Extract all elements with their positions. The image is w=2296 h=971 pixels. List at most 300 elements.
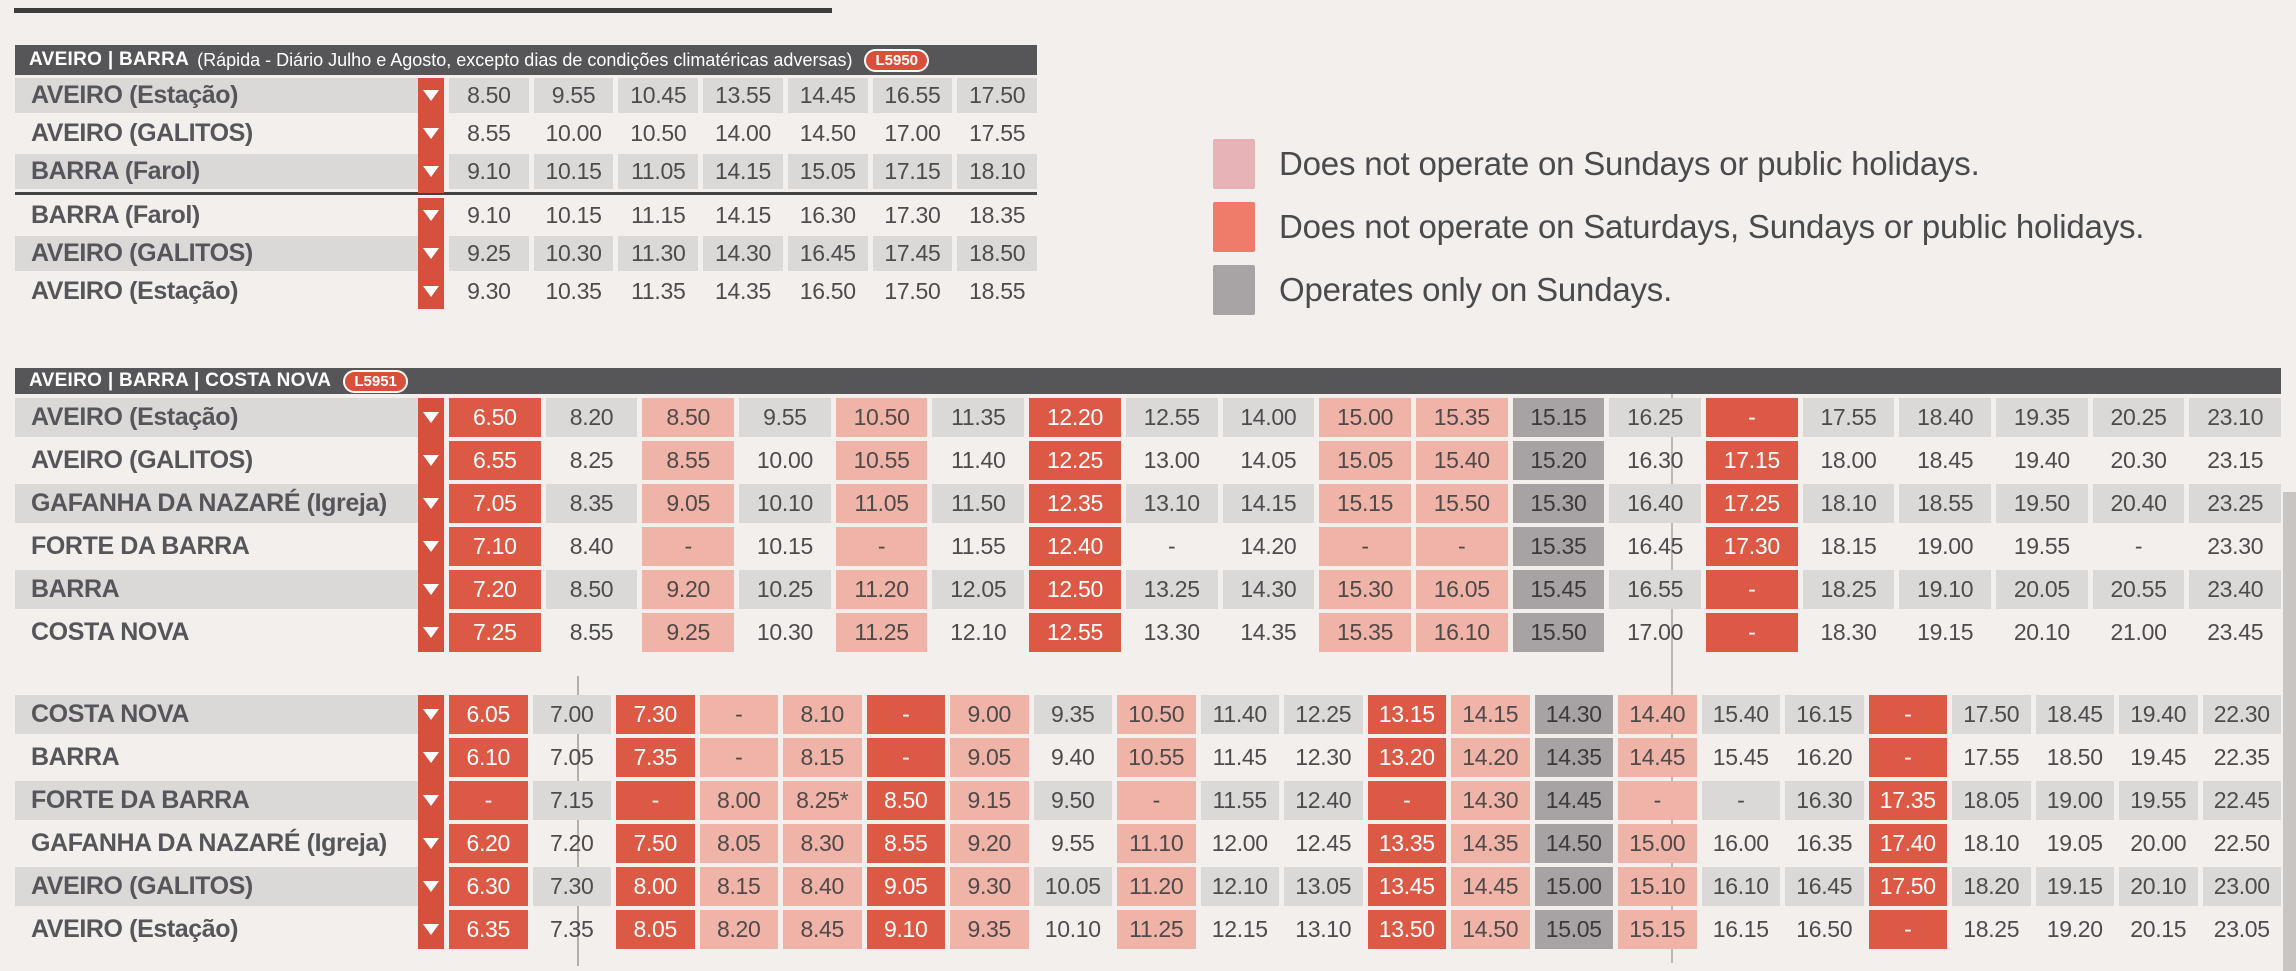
time-cell: 14.05 [1240,447,1297,473]
time-cell: 11.40 [1201,695,1280,734]
time-cell: 18.35 [969,202,1026,228]
time-cell: - [1167,533,1176,559]
time-cell: 8.55 [569,619,614,645]
time-cell: 14.15 [703,154,783,189]
stop-cell [15,154,444,189]
time-cell: 15.35 [1416,398,1508,437]
time-cell: 9.55 [534,78,614,113]
legend-label: Does not operate on Saturdays, Sundays or public holidays. [1279,208,2145,245]
time-cell: 6.55 [449,441,541,480]
time-cell: 18.00 [1820,447,1877,473]
time-cell: 16.10 [1702,867,1781,906]
time-cell: 11.30 [618,236,698,271]
time-cell: - [1416,527,1508,566]
time-cell: 13.35 [1368,824,1447,863]
time-cell: 10.55 [1117,738,1196,777]
time-cell: 15.40 [1416,441,1508,480]
time-cell: - [1869,695,1948,734]
time-cell: - [1319,527,1411,566]
time-cell: 8.20 [700,910,779,949]
time-cell: 15.05 [1319,441,1411,480]
time-cell: 9.55 [1050,830,1095,856]
time-cell: 8.15 [700,867,779,906]
time-cell: 15.30 [1319,570,1411,609]
direction-divider [15,192,1037,195]
time-cell: 12.05 [932,570,1024,609]
time-cell: 14.50 [1535,824,1614,863]
time-cell: 14.50 [1451,910,1530,949]
time-cell: 9.55 [739,398,831,437]
timetable-rows [15,398,2281,652]
timetable-l5951-outbound [15,368,2281,652]
time-cell: 12.00 [1211,830,1268,856]
time-cell: 22.35 [2213,744,2270,770]
stop-name: AVEIRO (Estação) [31,277,239,305]
time-cell: 10.50 [630,120,687,146]
time-cell: 8.05 [616,910,695,949]
route-note: (Rápida - Diário Julho e Agosto, excepto dias de condições climatéricas adversas) [197,49,853,70]
legend [1213,139,2144,328]
time-cell: - [867,738,946,777]
timetable-row [15,695,2281,734]
time-cell: 16.15 [1712,916,1769,942]
time-cell: 15.45 [1513,570,1605,609]
time-cell: 11.35 [631,278,686,304]
timetable-row [15,398,2281,437]
time-cell: 19.50 [1996,484,2088,523]
time-cell: 18.10 [957,154,1037,189]
time-cell: 11.05 [618,154,698,189]
time-cell: 8.40 [783,867,862,906]
legend-swatch-gray [1213,265,1255,315]
time-cell: 20.55 [2093,570,2185,609]
time-cell: 12.10 [950,619,1007,645]
time-cell: 14.30 [703,236,783,271]
time-cell: 18.10 [1963,830,2020,856]
down-triangle-glyph [423,210,439,221]
time-cell: 11.55 [951,533,1006,559]
time-cell: 14.30 [1535,695,1614,734]
scan-artifact-line [14,8,832,13]
time-cell: 8.55 [467,120,511,146]
stop-name: AVEIRO (GALITOS) [31,446,253,474]
time-cell: 18.55 [1899,484,1991,523]
time-cell: 22.30 [2203,695,2282,734]
time-cell: 20.30 [2110,447,2167,473]
time-cell: 23.45 [2207,619,2264,645]
table-header-band [15,45,1037,75]
time-cell: - [1706,570,1798,609]
time-cell: 13.55 [703,78,783,113]
time-cell: 7.35 [549,916,594,942]
down-triangle-glyph [423,709,439,720]
timetable-row [15,781,2281,820]
legend-label: Operates only on Sundays. [1279,271,1673,308]
time-cell: 17.50 [1952,695,2031,734]
time-cell: 14.20 [1240,533,1297,559]
time-cell: 12.25 [1284,695,1363,734]
time-cell: 11.25 [1117,910,1196,949]
route-title: AVEIRO | BARRA [29,49,190,70]
timetable-row [15,738,2281,777]
stop-cell [15,738,444,777]
time-cell: 9.50 [1034,781,1113,820]
time-cell: 17.50 [884,278,941,304]
time-cell: 17.35 [1869,781,1948,820]
stop-cell [15,116,444,151]
time-cell: - [2134,533,2143,559]
time-cell: 17.30 [884,202,941,228]
time-cell: 6.50 [449,398,541,437]
time-cell: 11.50 [932,484,1024,523]
timetable-row [15,274,1037,309]
time-cell: 7.05 [549,744,594,770]
time-cell: 12.40 [1029,527,1121,566]
stop-name: BARRA [15,570,418,609]
time-cell: 9.25 [642,613,734,652]
stop-cell [15,910,444,949]
time-cell: 16.45 [1785,867,1864,906]
time-cell: 23.40 [2189,570,2281,609]
time-cell: 12.30 [1295,744,1352,770]
time-cell: - [449,781,528,820]
time-cell: 16.00 [1712,830,1769,856]
time-cell: 10.00 [545,120,602,146]
time-cell: 11.20 [836,570,928,609]
time-cell: 16.55 [873,78,953,113]
timetable-row [15,867,2281,906]
legend-label: Does not operate on Sundays or public holidays. [1279,145,1980,182]
time-cell: 19.20 [2046,916,2103,942]
down-arrow-icon [418,154,444,189]
down-arrow-icon [418,824,444,863]
stop-name: FORTE DA BARRA [31,532,250,560]
stop-cell [15,824,444,863]
line-badge: L5951 [343,370,408,393]
timetable-row [15,824,2281,863]
time-cell: 14.00 [714,120,772,146]
down-triangle-glyph [423,795,439,806]
time-cell: - [700,695,779,734]
time-cell: 20.40 [2093,484,2185,523]
time-cell: 14.45 [788,78,868,113]
down-triangle-glyph [423,90,439,101]
stop-cell [15,274,444,309]
time-cell: 17.15 [873,154,953,189]
time-cell: 12.10 [1201,867,1280,906]
time-cell: 15.45 [1712,744,1769,770]
time-cell: 7.30 [533,867,612,906]
stop-name: COSTA NOVA [15,695,418,734]
time-cell: 23.30 [2207,533,2264,559]
time-cell: 14.45 [1535,781,1614,820]
down-triangle-glyph [423,881,439,892]
time-cell: 14.20 [1451,738,1530,777]
timetable-l5950-aveiro-barra [15,45,1037,309]
time-cell: - [1702,781,1781,820]
down-triangle-glyph [423,166,439,177]
down-triangle-glyph [423,541,439,552]
time-cell: 15.40 [1702,695,1781,734]
time-cell: 11.15 [631,202,686,228]
time-cell: 9.35 [950,910,1029,949]
time-cell: 9.10 [449,154,529,189]
time-cell: - [1869,910,1948,949]
time-cell: 16.05 [1416,570,1508,609]
down-arrow-icon [418,78,444,113]
time-cell: 9.20 [950,824,1029,863]
time-cell: - [1618,781,1697,820]
time-cell: 19.45 [2130,744,2187,770]
time-cell: 10.10 [739,484,831,523]
time-cell: 8.55 [642,441,734,480]
time-cell: 13.10 [1295,916,1352,942]
down-triangle-glyph [423,584,439,595]
time-cell: 9.10 [867,910,946,949]
time-cell: 18.25 [1963,916,2020,942]
time-cell: 15.10 [1618,867,1697,906]
time-cell: 19.40 [2119,695,2198,734]
time-cell: 10.00 [756,447,813,473]
time-cell: 16.30 [799,202,856,228]
time-cell: 8.35 [546,484,638,523]
time-cell: 19.10 [1899,570,1991,609]
time-cell: 18.45 [2036,695,2115,734]
time-cell: 8.25* [783,781,862,820]
time-cell: 19.55 [2013,533,2070,559]
time-cell: 20.05 [1996,570,2088,609]
time-cell: 7.25 [449,613,541,652]
time-cell: 15.50 [1513,613,1605,652]
stop-cell [15,484,444,523]
time-cell: 15.00 [1535,867,1614,906]
stop-name: AVEIRO (Estação) [31,915,239,943]
stop-cell [15,781,444,820]
down-arrow-icon [418,198,444,233]
time-cell: 6.10 [449,738,528,777]
time-cell: 8.00 [700,781,779,820]
time-cell: 15.00 [1319,398,1411,437]
time-cell: 10.50 [836,398,928,437]
down-triangle-glyph [423,924,439,935]
stop-name: BARRA (Farol) [15,154,418,189]
time-cell: 10.15 [545,202,602,228]
time-cell: 7.10 [449,527,541,566]
time-cell: 14.00 [1223,398,1315,437]
time-cell: 8.05 [700,824,779,863]
time-cell: 16.15 [1785,695,1864,734]
stop-cell [15,695,444,734]
time-cell: 11.35 [932,398,1024,437]
stop-name: COSTA NOVA [31,618,190,646]
time-cell: 9.00 [950,695,1029,734]
down-triangle-glyph [423,248,439,259]
time-cell: 18.30 [1820,619,1877,645]
time-cell: 11.05 [836,484,928,523]
time-cell: - [616,781,695,820]
timetable-row [15,613,2281,652]
time-cell: 11.10 [1117,824,1196,863]
time-cell: 18.50 [2046,744,2103,770]
time-cell: 19.05 [2046,830,2103,856]
time-cell: 17.50 [1869,867,1948,906]
time-cell: 10.25 [739,570,831,609]
time-cell: 7.05 [449,484,541,523]
down-triangle-glyph [423,838,439,849]
legend-swatch-red [1213,202,1255,252]
time-cell: 8.10 [783,695,862,734]
time-cell: 16.25 [1609,398,1701,437]
time-cell: 8.30 [783,824,862,863]
time-cell: 10.15 [534,154,614,189]
time-cell: 12.15 [1211,916,1268,942]
time-cell: 12.25 [1029,441,1121,480]
time-cell: 8.45 [783,910,862,949]
time-cell: 18.55 [969,278,1026,304]
stop-name: AVEIRO (Estação) [15,78,418,113]
timetable-row [15,570,2281,609]
stop-cell [15,441,444,480]
time-cell: 9.35 [1034,695,1113,734]
time-cell: 6.30 [449,867,528,906]
time-cell: 22.50 [2213,830,2270,856]
time-cell: 17.00 [884,120,941,146]
time-cell: 19.40 [2013,447,2070,473]
stop-cell [15,398,444,437]
time-cell: 10.35 [545,278,602,304]
time-cell: 17.55 [969,120,1026,146]
time-cell: 14.30 [1223,570,1315,609]
time-cell: 10.05 [1034,867,1113,906]
time-cell: 19.55 [2119,781,2198,820]
scan-artifact-paper-edge [2283,492,2296,971]
timetable-rows [15,78,1037,309]
timetable-row [15,910,2281,949]
down-triangle-glyph [423,752,439,763]
time-cell: 7.50 [616,824,695,863]
time-cell: 17.55 [1963,744,2020,770]
time-cell: - [867,695,946,734]
time-cell: 19.15 [2036,867,2115,906]
time-cell: 19.35 [1996,398,2088,437]
time-cell: 15.05 [1535,910,1614,949]
time-cell: 15.00 [1618,824,1697,863]
time-cell: 12.35 [1029,484,1121,523]
time-cell: 16.45 [788,236,868,271]
line-badge: L5950 [864,49,929,72]
time-cell: 10.10 [1044,916,1101,942]
time-cell: - [1368,781,1447,820]
time-cell: 9.10 [467,202,511,228]
time-cell: 9.20 [642,570,734,609]
time-cell: 14.45 [1451,867,1530,906]
timetable-row [15,236,1037,271]
time-cell: 22.45 [2203,781,2282,820]
time-cell: 14.35 [714,278,772,304]
time-cell: 13.10 [1126,484,1218,523]
time-cell: 14.50 [799,120,856,146]
legend-item [1213,139,2144,189]
time-cell: 11.25 [836,613,928,652]
time-cell: 7.15 [533,781,612,820]
time-cell: 16.20 [1796,744,1853,770]
stop-name: FORTE DA BARRA [15,781,418,820]
time-cell: 14.40 [1618,695,1697,734]
time-cell: 12.40 [1284,781,1363,820]
timetable-rows [15,695,2281,949]
time-cell: 8.50 [642,398,734,437]
time-cell: 7.30 [616,695,695,734]
timetable-l5951-return [15,691,2281,949]
time-cell: 8.50 [867,781,946,820]
time-cell: 18.10 [1803,484,1895,523]
down-arrow-icon [418,738,444,777]
time-cell: 23.15 [2207,447,2264,473]
time-cell: 15.30 [1513,484,1605,523]
time-cell: 8.00 [616,867,695,906]
time-cell: 16.55 [1609,570,1701,609]
timetable-row [15,441,2281,480]
down-arrow-icon [418,695,444,734]
stop-name: AVEIRO (GALITOS) [15,867,418,906]
time-cell: 17.25 [1706,484,1798,523]
time-cell: 9.15 [950,781,1029,820]
time-cell: 10.50 [1117,695,1196,734]
time-cell: 20.15 [2130,916,2187,942]
time-cell: 9.30 [950,867,1029,906]
time-cell: 20.10 [2119,867,2198,906]
time-cell: 16.35 [1796,830,1853,856]
time-cell: 7.20 [549,830,594,856]
time-cell: 18.40 [1899,398,1991,437]
timetable-row [15,484,2281,523]
stop-name: AVEIRO (GALITOS) [15,236,418,271]
time-cell: 14.45 [1618,738,1697,777]
time-cell: 18.45 [1917,447,1974,473]
time-cell: 13.15 [1368,695,1447,734]
down-arrow-icon [418,398,444,437]
time-cell: 11.20 [1117,867,1196,906]
time-cell: 17.40 [1869,824,1948,863]
time-cell: 14.35 [1535,738,1614,777]
time-cell: 19.15 [1917,619,1974,645]
time-cell: 19.00 [1917,533,1974,559]
time-cell: 20.00 [2130,830,2187,856]
timetable-row [15,154,1037,189]
time-cell: 9.05 [867,867,946,906]
time-cell: 14.35 [1451,824,1530,863]
time-cell: 12.45 [1295,830,1352,856]
legend-item [1213,265,2144,315]
stop-name: AVEIRO (Estação) [15,398,418,437]
time-cell: 10.30 [534,236,614,271]
time-cell: 18.20 [1952,867,2031,906]
legend-swatch-pink [1213,139,1255,189]
time-cell: 20.10 [2013,619,2070,645]
down-arrow-icon [418,274,444,309]
time-cell: 23.05 [2213,916,2270,942]
time-cell: 17.50 [957,78,1037,113]
time-cell: 8.20 [546,398,638,437]
down-arrow-icon [418,441,444,480]
time-cell: 7.20 [449,570,541,609]
time-cell: 16.40 [1609,484,1701,523]
down-triangle-glyph [423,498,439,509]
time-cell: 17.55 [1803,398,1895,437]
time-cell: 15.20 [1513,441,1605,480]
time-cell: 13.45 [1368,867,1447,906]
time-cell: 10.15 [756,533,813,559]
